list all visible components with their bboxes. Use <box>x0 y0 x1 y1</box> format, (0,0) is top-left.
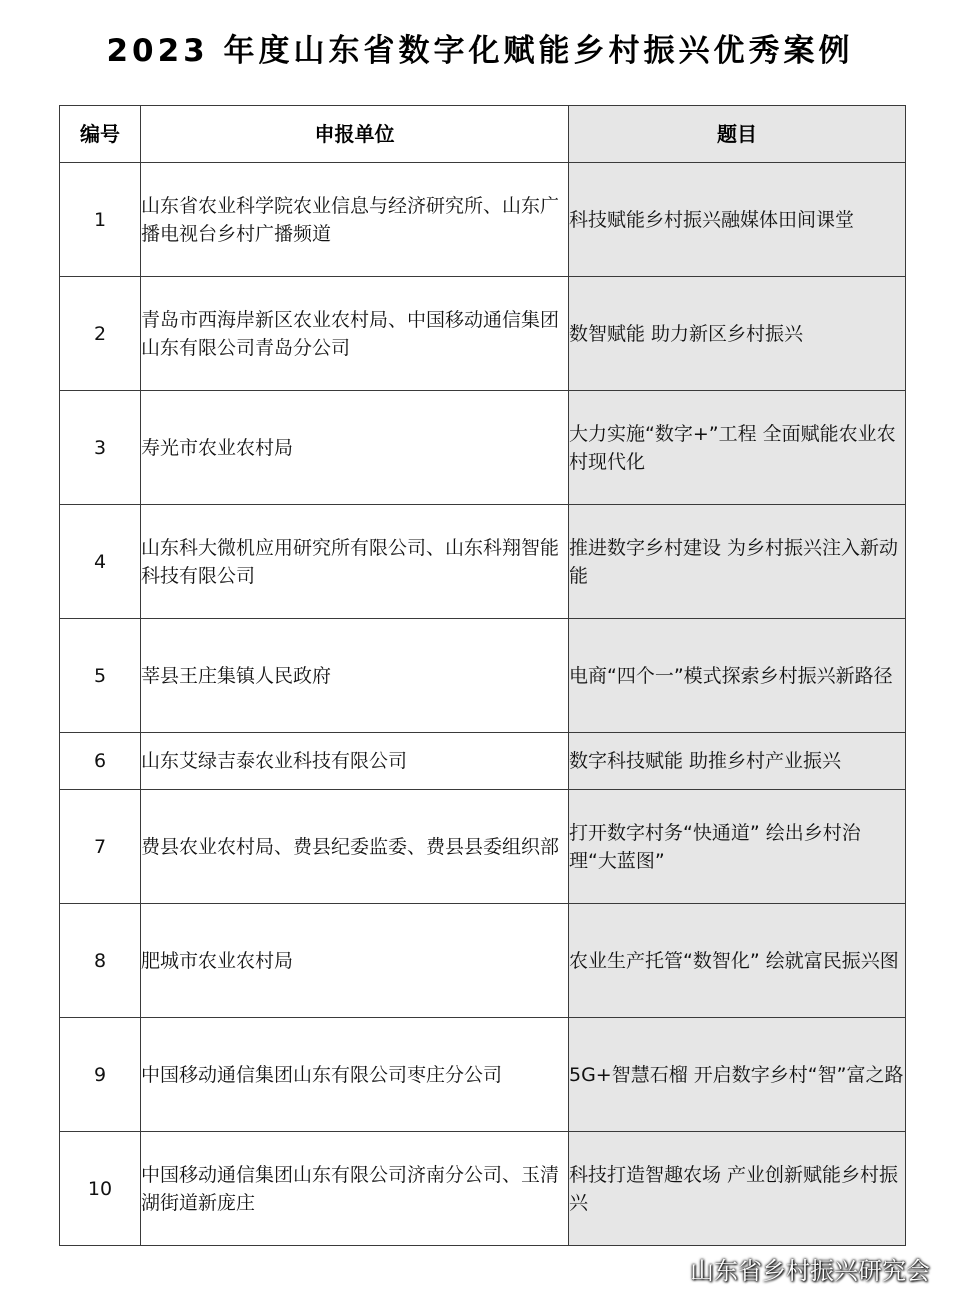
header-number: 编号 <box>60 106 141 163</box>
row-number: 1 <box>60 163 141 277</box>
row-number: 7 <box>60 790 141 904</box>
table-row <box>60 1018 906 1132</box>
row-number: 10 <box>60 1132 141 1246</box>
row-topic: 科技打造智趣农场 产业创新赋能乡村振兴 <box>569 1132 906 1246</box>
table-row <box>60 1132 906 1246</box>
table-row <box>60 163 906 277</box>
page-title: 2023 年度山东省数字化赋能乡村振兴优秀案例 <box>106 33 854 69</box>
row-unit: 莘县王庄集镇人民政府 <box>141 619 569 733</box>
row-topic: 数字科技赋能 助推乡村产业振兴 <box>569 733 906 790</box>
row-topic: 5G+智慧石榴 开启数字乡村“智”富之路 <box>569 1018 906 1132</box>
row-number: 2 <box>60 277 141 391</box>
table-row <box>60 505 906 619</box>
row-topic: 电商“四个一”模式探索乡村振兴新路径 <box>569 619 906 733</box>
row-unit: 山东省农业科学院农业信息与经济研究所、山东广播电视台乡村广播频道 <box>141 163 569 277</box>
header-topic: 题目 <box>569 106 906 163</box>
row-number: 8 <box>60 904 141 1018</box>
row-topic: 打开数字村务“快通道” 绘出乡村治理“大蓝图” <box>569 790 906 904</box>
account-watermark <box>648 1248 930 1288</box>
row-number: 5 <box>60 619 141 733</box>
table-row <box>60 391 906 505</box>
row-unit: 山东艾绿吉泰农业科技有限公司 <box>141 733 569 790</box>
row-unit: 中国移动通信集团山东有限公司济南分公司、玉清湖街道新庞庄 <box>141 1132 569 1246</box>
row-number: 4 <box>60 505 141 619</box>
row-unit: 费县农业农村局、费县纪委监委、费县县委组织部 <box>141 790 569 904</box>
row-unit: 山东科大微机应用研究所有限公司、山东科翔智能科技有限公司 <box>141 505 569 619</box>
table-row <box>60 790 906 904</box>
watermark-text: 山东省乡村振兴研究会 <box>690 1256 930 1285</box>
row-number: 3 <box>60 391 141 505</box>
row-unit: 青岛市西海岸新区农业农村局、中国移动通信集团山东有限公司青岛分公司 <box>141 277 569 391</box>
table-row <box>60 277 906 391</box>
table-row <box>60 904 906 1018</box>
row-unit: 肥城市农业农村局 <box>141 904 569 1018</box>
row-number: 9 <box>60 1018 141 1132</box>
row-unit: 中国移动通信集团山东有限公司枣庄分公司 <box>141 1018 569 1132</box>
row-topic: 科技赋能乡村振兴融媒体田间课堂 <box>569 163 906 277</box>
row-topic: 大力实施“数字+”工程 全面赋能农业农村现代化 <box>569 391 906 505</box>
table-row <box>60 733 906 790</box>
table-header-row <box>60 106 906 163</box>
header-unit: 申报单位 <box>141 106 569 163</box>
row-topic: 农业生产托管“数智化” 绘就富民振兴图 <box>569 904 906 1018</box>
row-unit: 寿光市农业农村局 <box>141 391 569 505</box>
row-topic: 数智赋能 助力新区乡村振兴 <box>569 277 906 391</box>
wechat-icon <box>648 1253 682 1283</box>
cases-table <box>59 105 906 1246</box>
row-topic: 推进数字乡村建设 为乡村振兴注入新动能 <box>569 505 906 619</box>
table-row <box>60 619 906 733</box>
row-number: 6 <box>60 733 141 790</box>
